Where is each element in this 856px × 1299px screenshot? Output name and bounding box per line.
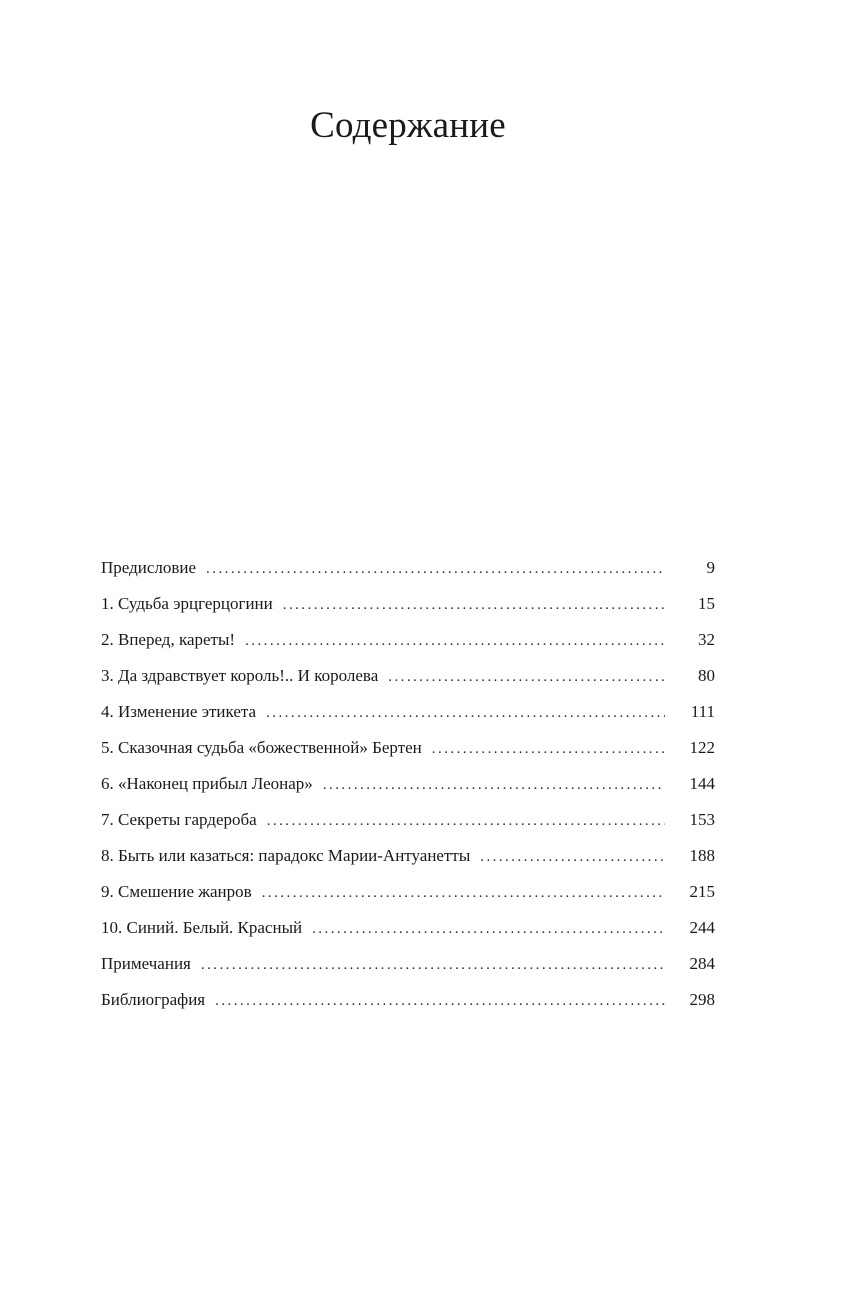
toc-entry-page-number: 9 <box>706 558 715 577</box>
toc-entry-chapter-3 <box>101 666 715 702</box>
toc-entry-page-number: 153 <box>689 810 715 829</box>
toc-entry-label: 3. Да здравствует король!.. И королева <box>101 666 379 685</box>
dot-leader <box>388 669 665 686</box>
toc-entry-label: 8. Быть или казаться: парадокс Марии-Антуанетты <box>101 846 471 865</box>
toc-entry-label: 9. Смешение жанров <box>101 882 252 901</box>
dot-leader <box>480 849 665 866</box>
toc-entry-page-number: 80 <box>698 666 715 685</box>
toc-entry-page-number: 32 <box>698 630 715 649</box>
table-of-contents <box>101 558 715 1026</box>
toc-entry-page-number: 122 <box>689 738 715 757</box>
toc-entry-page-number: 298 <box>689 990 715 1009</box>
toc-entry-chapter-10 <box>101 918 715 954</box>
dot-leader <box>283 597 665 614</box>
toc-entry-page-number: 144 <box>689 774 715 793</box>
dot-leader <box>432 741 665 758</box>
dot-leader <box>267 813 665 830</box>
toc-entry-page-number: 15 <box>698 594 715 613</box>
toc-entry-label: 1. Судьба эрцгерцогини <box>101 594 273 613</box>
toc-entry-chapter-6 <box>101 774 715 810</box>
dot-leader <box>206 561 665 578</box>
toc-entry-label: Предисловие <box>101 558 197 577</box>
toc-entry-page-number: 111 <box>690 702 715 721</box>
toc-entry-chapter-8 <box>101 846 715 882</box>
toc-entry-chapter-7 <box>101 810 715 846</box>
toc-entry-chapter-2 <box>101 630 715 666</box>
toc-entry-label: Примечания <box>101 954 191 973</box>
toc-entry-label: 6. «Наконец прибыл Леонар» <box>101 774 313 793</box>
dot-leader <box>266 705 665 722</box>
dot-leader <box>215 993 665 1010</box>
dot-leader <box>262 885 665 902</box>
toc-entry-preface <box>101 558 715 594</box>
toc-entry-label: 2. Вперед, кареты! <box>101 630 236 649</box>
toc-entry-label: 10. Синий. Белый. Красный <box>101 918 303 937</box>
toc-entry-chapter-1 <box>101 594 715 630</box>
dot-leader <box>201 957 665 974</box>
toc-entry-page-number: 215 <box>689 882 715 901</box>
toc-entry-bibliography <box>101 990 715 1026</box>
toc-entry-label: 7. Секреты гардероба <box>101 810 257 829</box>
toc-entry-notes <box>101 954 715 990</box>
dot-leader <box>245 633 665 650</box>
toc-entry-page-number: 284 <box>689 954 715 973</box>
toc-entry-label: 4. Изменение этикета <box>101 702 257 721</box>
dot-leader <box>312 921 665 938</box>
toc-entry-label: Библиография <box>101 990 206 1009</box>
toc-entry-page-number: 244 <box>689 918 715 937</box>
toc-entry-chapter-9 <box>101 882 715 918</box>
toc-entry-label: 5. Сказочная судьба «божественной» Бертен <box>101 738 422 757</box>
toc-entry-page-number: 188 <box>689 846 715 865</box>
toc-entry-chapter-5 <box>101 738 715 774</box>
dot-leader <box>323 777 665 794</box>
page-title: Содержание <box>310 105 506 146</box>
toc-entry-chapter-4 <box>101 702 715 738</box>
